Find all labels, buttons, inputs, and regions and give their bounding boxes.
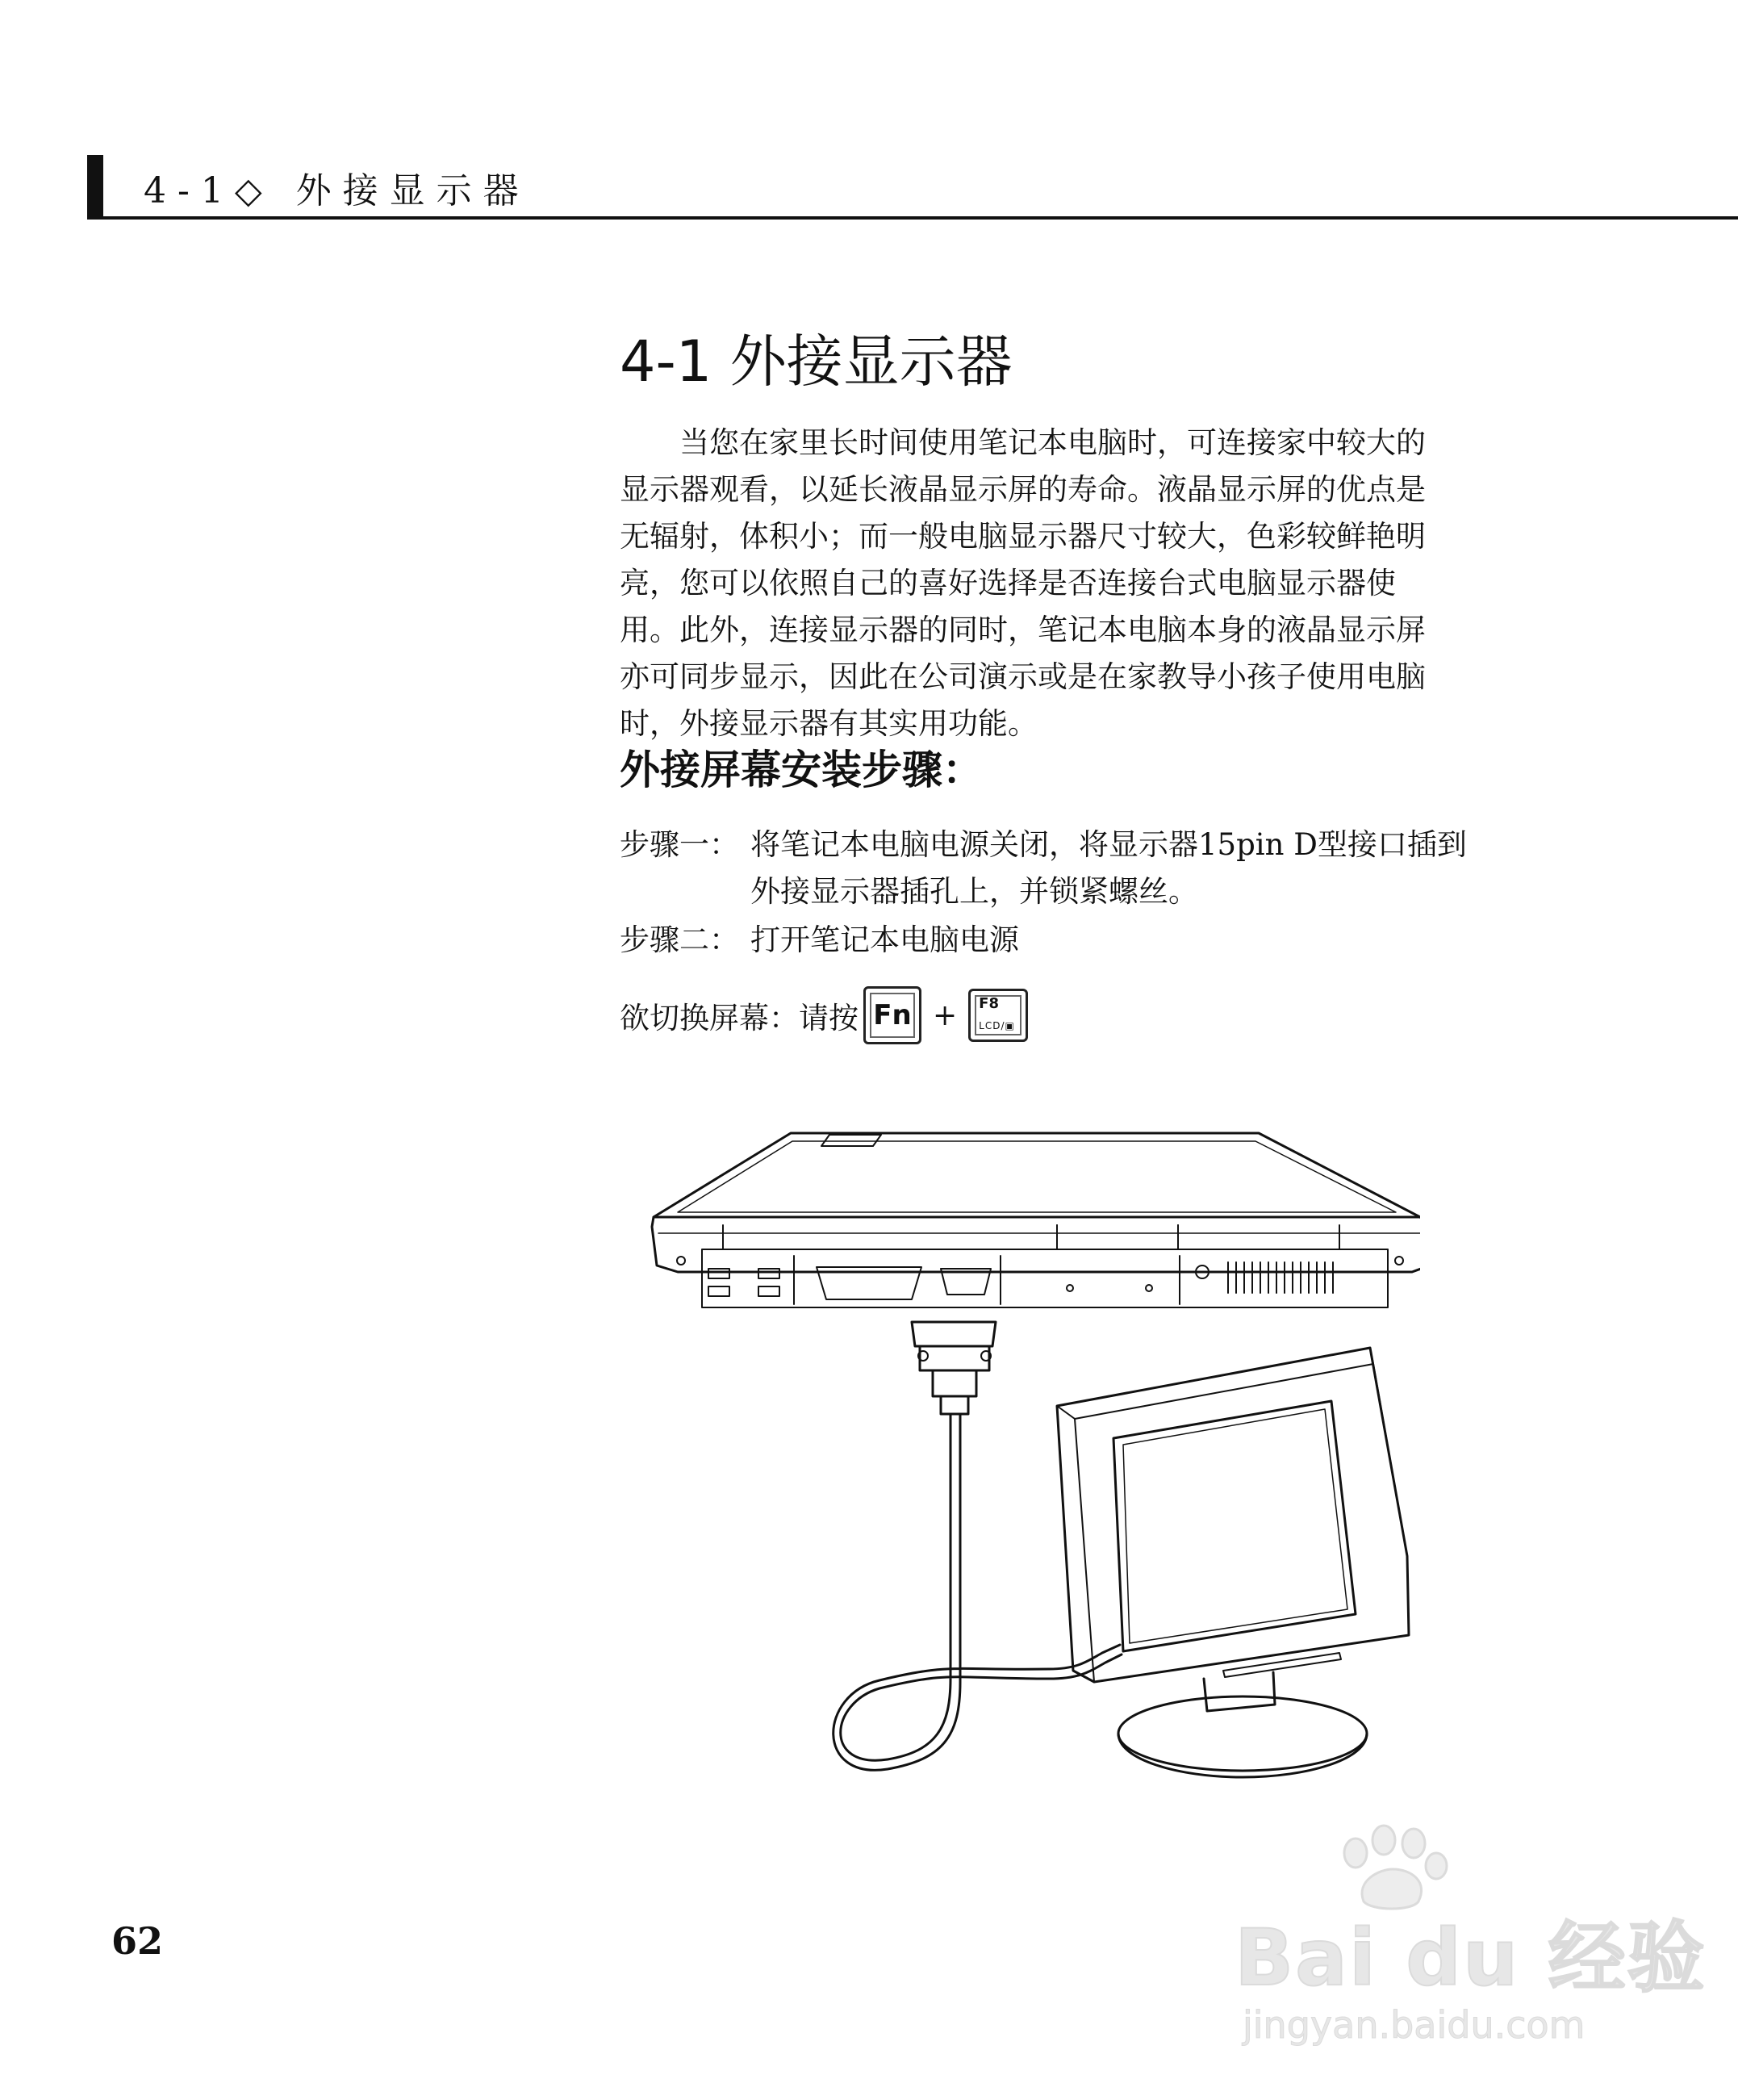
step-two (620, 917, 1019, 964)
step-label: 步骤一： (620, 827, 739, 862)
f8-key-sublabel: LCD/▣ (979, 1020, 1015, 1031)
intro-paragraph (620, 420, 1507, 747)
fn-key-label: Fn (873, 999, 912, 1031)
header-bar (87, 155, 103, 220)
header-rule (87, 216, 1738, 220)
switch-screen-instruction (620, 986, 1028, 1044)
paragraph-line: 亮，您可以依照自己的喜好选择是否连接台式电脑显示器使 (620, 566, 1396, 600)
section-subtitle: 外接屏幕安装步骤： (620, 747, 983, 793)
step-text: 打开笔记本电脑电源 (750, 922, 1019, 957)
page-title: 4-1 外接显示器 (620, 328, 1013, 395)
laptop-monitor-illustration (645, 1114, 1420, 1824)
paragraph-line: 亦可同步显示，因此在公司演示或是在家教导小孩子使用电脑 (620, 659, 1426, 694)
running-header: 4-1◇ 外接显示器 (144, 170, 530, 211)
f8-key-icon (968, 989, 1028, 1042)
paragraph-line: 无辐射，体积小；而一般电脑显示器尺寸较大，色彩较鲜艳明 (620, 519, 1426, 554)
baidu-watermark (1235, 1824, 1719, 2066)
paragraph-line: 用。此外，连接显示器的同时，笔记本电脑本身的液晶显示屏 (620, 613, 1426, 647)
step-one (620, 822, 1467, 915)
step-text: 外接显示器插孔上，并锁紧螺丝。 (750, 874, 1198, 909)
laptop-icon (652, 1133, 1420, 1307)
fn-key-icon (863, 986, 921, 1044)
paragraph-line: 显示器观看，以延长液晶显示屏的寿命。液晶显示屏的优点是 (620, 472, 1426, 507)
monitor-icon (1057, 1348, 1409, 1777)
step-text: 将笔记本电脑电源关闭，将显示器15pin D型接口插到 (750, 827, 1467, 862)
step-label: 步骤二： (620, 922, 739, 957)
vga-cable-icon (833, 1322, 1122, 1770)
f8-key-label: F8 (979, 995, 999, 1012)
page-number: 62 (111, 1919, 164, 1963)
paragraph-line: 当您在家里长时间使用笔记本电脑时，可连接家中较大的 (679, 425, 1426, 460)
paragraph-line: 时，外接显示器有其实用功能。 (620, 706, 1038, 741)
watermark-url: jingyan.baidu.com (1243, 2003, 1586, 2047)
plus-sign: + (933, 998, 958, 1032)
switch-label: 欲切换屏幕：请按 (620, 1001, 859, 1035)
watermark-brand: Bai du 经验 (1235, 1913, 1707, 2003)
